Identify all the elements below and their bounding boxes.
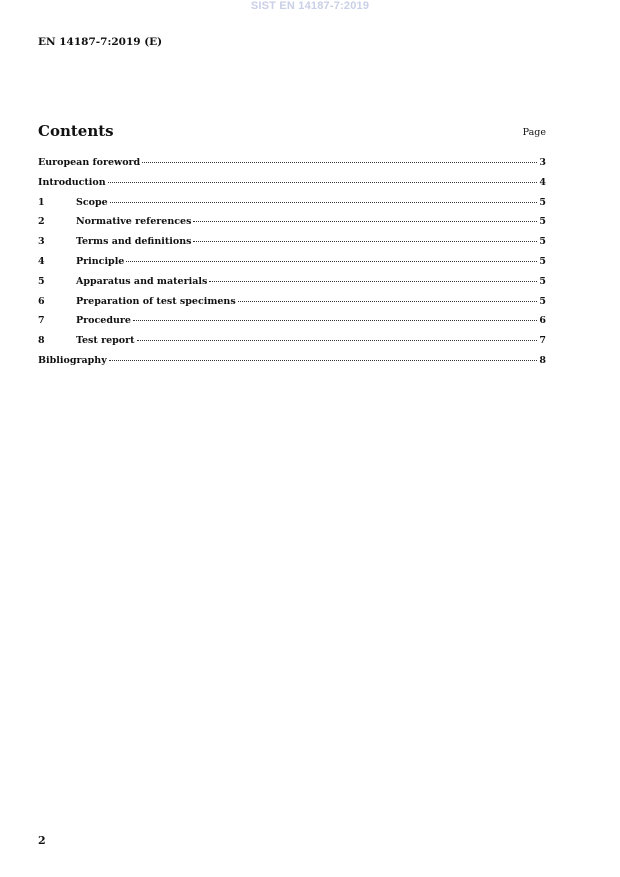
toc-entry-number: 3 xyxy=(38,236,45,248)
toc-entry-number: 5 xyxy=(38,275,45,287)
contents-header xyxy=(38,122,546,144)
toc-entry-page: 5 xyxy=(539,196,546,208)
toc-dot-leader xyxy=(137,339,538,341)
page-number: 2 xyxy=(38,834,46,847)
toc-entry-number: 4 xyxy=(38,255,45,267)
toc-dot-leader xyxy=(193,240,537,242)
document-id: EN 14187-7:2019 (E) xyxy=(38,36,163,48)
table-of-contents xyxy=(38,157,546,375)
toc-entry-page: 3 xyxy=(539,157,546,168)
toc-entry-principle[interactable] xyxy=(38,256,546,276)
toc-entry-procedure[interactable] xyxy=(38,315,546,335)
toc-dot-leader xyxy=(133,319,537,321)
toc-dot-leader xyxy=(109,359,538,361)
toc-entry-page: 5 xyxy=(539,295,546,307)
toc-entry-number: 8 xyxy=(38,335,45,347)
toc-entry-preparation-of-test-specimens[interactable] xyxy=(38,296,546,316)
toc-entry-title: Apparatus and materials xyxy=(76,275,208,287)
toc-entry-scope[interactable] xyxy=(38,197,546,217)
toc-entry-page: 5 xyxy=(539,255,546,267)
toc-entry-page: 7 xyxy=(539,335,546,347)
toc-entry-title: Procedure xyxy=(76,315,131,327)
toc-entry-number: 2 xyxy=(38,216,45,228)
toc-entry-title: Scope xyxy=(76,196,108,208)
toc-entry-introduction[interactable] xyxy=(38,177,546,197)
toc-entry-title: Principle xyxy=(76,255,125,267)
watermark: SIST EN 14187-7:2019 xyxy=(250,0,370,12)
toc-entry-number: 1 xyxy=(38,196,45,208)
toc-entry-title: Bibliography xyxy=(38,354,107,366)
toc-dot-leader xyxy=(108,181,538,183)
toc-entry-page: 8 xyxy=(539,354,546,366)
toc-entry-page: 5 xyxy=(539,275,546,287)
toc-entry-test-report[interactable] xyxy=(38,335,546,355)
toc-entry-number: 6 xyxy=(38,295,45,307)
toc-dot-leader xyxy=(126,260,537,262)
toc-entry-page: 5 xyxy=(539,236,546,248)
toc-entry-page: 4 xyxy=(539,176,546,188)
toc-dot-leader xyxy=(110,201,538,203)
toc-entry-bibliography[interactable] xyxy=(38,355,546,375)
toc-entry-title: Terms and definitions xyxy=(76,236,192,248)
toc-entry-normative-references[interactable] xyxy=(38,216,546,236)
toc-entry-page: 6 xyxy=(539,315,546,327)
toc-entry-title: Introduction xyxy=(38,176,106,188)
toc-entry-title: Normative references xyxy=(76,216,192,228)
toc-entry-european-foreword[interactable] xyxy=(38,157,546,177)
toc-entry-page: 5 xyxy=(539,216,546,228)
toc-dot-leader xyxy=(238,300,538,302)
toc-entry-terms-and-definitions[interactable] xyxy=(38,236,546,256)
toc-dot-leader xyxy=(142,161,537,163)
contents-title: Contents xyxy=(38,122,114,140)
page-column-label: Page xyxy=(522,127,546,138)
toc-dot-leader xyxy=(193,220,537,222)
toc-entry-title: Preparation of test specimens xyxy=(76,295,236,307)
toc-entry-apparatus-and-materials[interactable] xyxy=(38,276,546,296)
toc-entry-title: European foreword xyxy=(38,157,141,168)
toc-entry-title: Test report xyxy=(76,335,135,347)
toc-entry-number: 7 xyxy=(38,315,45,327)
toc-dot-leader xyxy=(209,280,537,282)
